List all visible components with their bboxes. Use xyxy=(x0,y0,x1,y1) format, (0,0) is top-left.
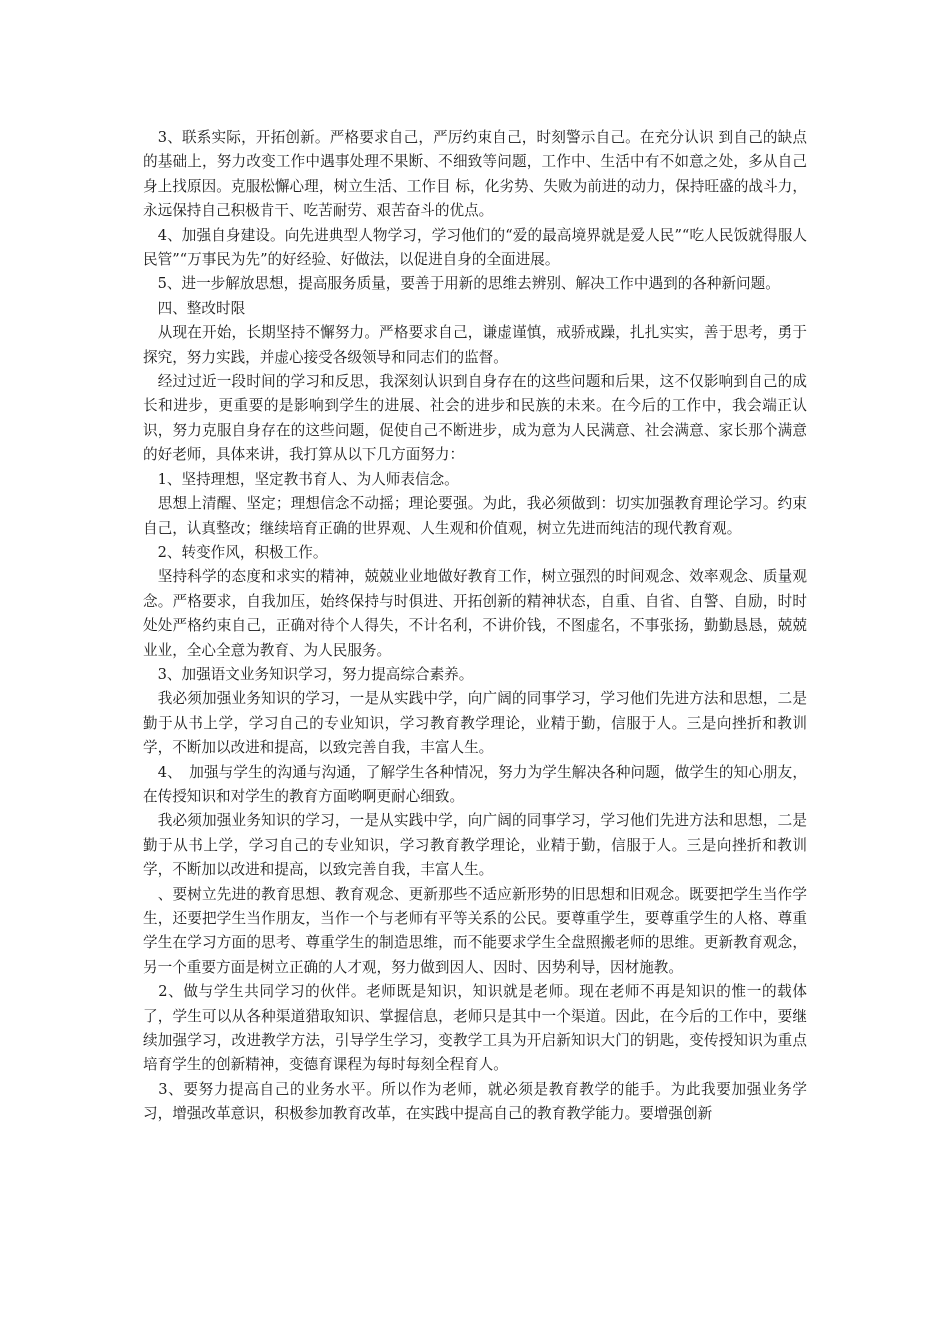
document-body xyxy=(143,126,807,1127)
paragraph: 4、 加强与学生的沟通与沟通，了解学生各种情况，努力为学生解决各种问题，做学生的知心朋友，在传授知识和对学生的教育方面哟啊更耐心细致。 xyxy=(143,763,807,805)
paragraph: 我必须加强业务知识的学习，一是从实践中学，向广阔的同事学习，学习他们先进方法和思想，二是勤于从书上学，学习自己的专业知识，学习教育教学理论，业精于勤，信服于人。三是向挫折和教训学，不断加以改进和提高，以致完善自我，丰富人生。 xyxy=(143,690,807,757)
list-heading: 1、坚持理想，坚定教书育人、为人师表信念。 xyxy=(143,470,459,488)
paragraph: 经过过近一段时间的学习和反思，我深刻认识到自身存在的这些问题和后果，这不仅影响到自己的成长和进步，更重要的是影响到学生的进展、社会的进步和民族的未来。在今后的工作中，我会端正认识，努力克服自身存在的这些问题，促使自己不断进步，成为意为人民满意、社会满意、家长那个满意的好老师，具体来讲，我打算从以下几方面努力： xyxy=(143,373,807,464)
section-heading: 四、整改时限 xyxy=(143,299,246,317)
paragraph: 坚持科学的态度和求实的精神，兢兢业业地做好教育工作，树立强烈的时间观念、效率观念、质量观念。严格要求，自我加压，始终保持与时俱进、开拓创新的精神状态，自重、自省、自警、自励，时时处处严格约束自己，正确对待个人得失，不计名利，不讲价钱，不图虚名，不事张扬，勤勤恳恳，兢兢业业，全心全意为教育、为人民服务。 xyxy=(143,568,807,659)
paragraph: 3、联系实际，开拓创新。严格要求自己，严厉约束自己，时刻警示自己。在充分认识 到自己的缺点的基础上，努力改变工作中遇事处理不果断、不细致等问题，工作中、生活中有不如意之处，多从自己身上找原因。克服松懈心理，树立生活、工作目 标，化劣势、失败为前进的动力，保持旺盛的战斗力，永远保持自己积极肯干、吃苦耐劳、艰苦奋斗的优点。 xyxy=(143,129,807,220)
paragraph: 2、做与学生共同学习的伙伴。老师既是知识，知识就是老师。现在老师不再是知识的惟一的载体了，学生可以从各种渠道猎取知识、掌握信息，老师只是其中一个渠道。因此，在今后的工作中，要继续加强学习，改进教学方法，引导学生学习，变教学工具为开启新知识大门的钥匙，变传授知识为重点培育学生的创新精神，变德育课程为每时每刻全程育人。 xyxy=(143,983,807,1074)
paragraph: 3、要努力提高自己的业务水平。所以作为老师，就必须是教育教学的能手。为此我要加强业务学习，增强改革意识，积极参加教育改革，在实践中提高自己的教育教学能力。要增强创新 xyxy=(143,1080,807,1123)
paragraph: 、要树立先进的教育思想、教育观念、更新那些不适应新形势的旧思想和旧观念。既要把学生当作学生，还要把学生当作朋友，当作一个与老师有平等关系的公民。要尊重学生，要尊重学生的人格、尊重学生在学习方面的思考、尊重学生的制造思维，而不能要求学生全盘照搬老师的思维。更新教育观念，另一个重要方面是树立正确的人才观，努力做到因人、因时、因势利导，因材施教。 xyxy=(143,885,807,976)
paragraph: 从现在开始，长期坚持不懈努力。严格要求自己，谦虚谨慎，戒骄戒躁，扎扎实实，善于思考，勇于探究，努力实践，并虚心接受各级领导和同志们的监督。 xyxy=(143,324,807,366)
paragraph: 5、进一步解放思想，提高服务质量，要善于用新的思维去辨别、解决工作中遇到的各种新问题。 xyxy=(143,275,780,293)
paragraph: 我必须加强业务知识的学习，一是从实践中学，向广阔的同事学习，学习他们先进方法和思想，二是勤于从书上学，学习自己的专业知识，学习教育教学理论，业精于勤，信服于人。三是向挫折和教训学，不断加以改进和提高，以致完善自我，丰富人生。 xyxy=(143,812,807,879)
paragraph: 4、加强自身建设。向先进典型人物学习，学习他们的“爱的最高境界就是爱人民”“吃人民饭就得服人民管”“万事民为先”的好经验、好做法，以促进自身的全面进展。 xyxy=(143,226,807,269)
list-heading: 2、转变作风，积极工作。 xyxy=(143,543,328,561)
list-heading: 3、加强语文业务知识学习，努力提高综合素养。 xyxy=(143,665,474,683)
paragraph: 思想上清醒、坚定；理想信念不动摇；理论要强。为此，我必须做到：切实加强教育理论学习。约束自己，认真整改；继续培育正确的世界观、人生观和价值观，树立先进而纯洁的现代教育观。 xyxy=(143,495,807,537)
